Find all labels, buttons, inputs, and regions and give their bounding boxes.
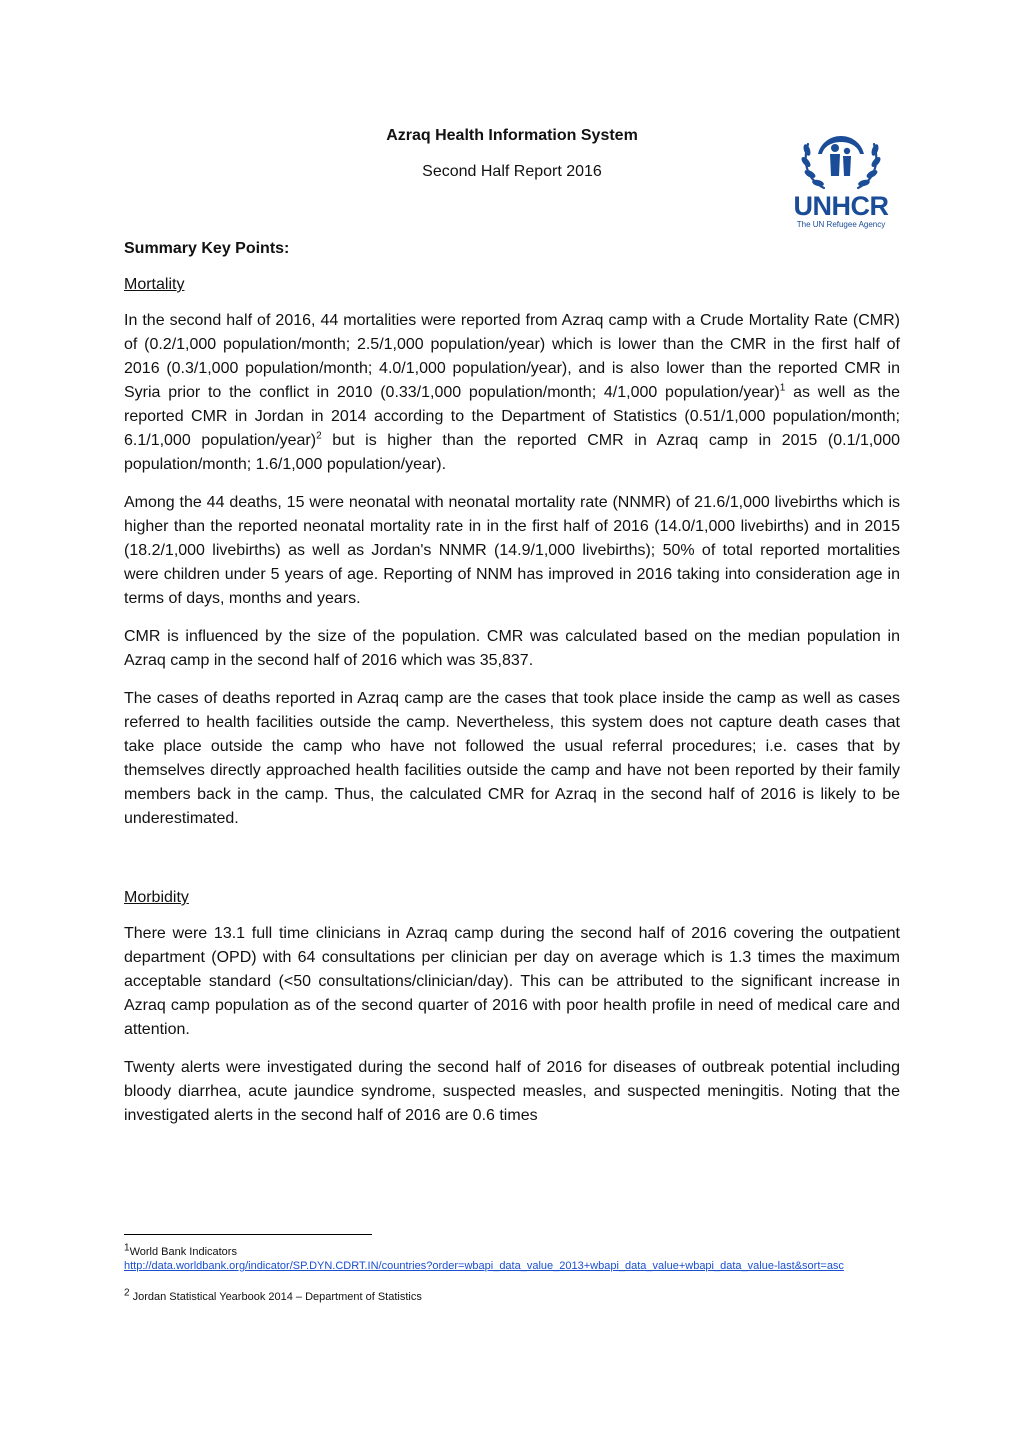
summary-heading: Summary Key Points: — [124, 240, 290, 257]
mortality-paragraph-2: Among the 44 deaths, 15 were neonatal with neonatal mortality rate (NNMR) of 21.6/1,000 livebirths which is higher than the reported neonatal mortality rate in in the first half of 2016 (14.0/1,000 livebirths) and in 2015 (18.2/1,000 livebirths) as well as Jordan's NNMR (14.9/1,000 livebirths); 50% of total reported mortalities were children under 5 years of age. Reporting of NNM has improved in 2016 taking into consideration age in terms of days, months and years. — [124, 494, 900, 607]
morbidity-heading: Morbidity — [124, 889, 189, 906]
mortality-p1-part-b: as well as the reported CMR in Jordan in 2014 according to the Department of Statistics (0.51/1,000 population/month; 6.1/1,000 population/year) — [124, 384, 901, 449]
unhcr-tagline: The UN Refugee Agency — [796, 220, 886, 229]
mortality-paragraph-1 — [124, 309, 900, 477]
unhcr-wordmark: UNHCR — [793, 191, 889, 221]
mortality-p1-part-c: but is higher than the reported CMR in Azraq camp in 2015 (0.1/1,000 population/month; 1.6/1,000 population/year). — [124, 432, 900, 473]
mortality-paragraph-3: CMR is influenced by the size of the population. CMR was calculated based on the median population in Azraq camp in the second half of 2016 which was 35,837. — [124, 628, 900, 669]
morbidity-paragraph-2: Twenty alerts were investigated during the second half of 2016 for diseases of outbreak potential including bloody diarrhea, acute jaundice syndrome, suspected measles, and suspected meningitis. Noting that the investigated alerts in the second half of 2016 are 0.6 times — [124, 1059, 900, 1124]
mortality-heading: Mortality — [124, 276, 185, 293]
document-subtitle: Second Half Report 2016 — [422, 163, 602, 180]
footnote-divider — [124, 1234, 372, 1235]
unhcr-emblem-icon — [796, 124, 886, 192]
footnote-2-number: 2 — [124, 1287, 130, 1299]
footnotes — [124, 1242, 900, 1304]
footnote-1-label: World Bank Indicators — [129, 1246, 237, 1258]
footnote-ref-1[interactable]: 1 — [779, 382, 786, 394]
document-title: Azraq Health Information System — [386, 127, 638, 144]
morbidity-paragraph-1: There were 13.1 full time clinicians in Azraq camp during the second half of 2016 covering the outpatient department (OPD) with 64 consultations per clinician per day on average which is 1.3 times the maximum acceptable standard (<50 consultations/clinician/day). This can be attributed to the significant increase in Azraq camp population as of the second quarter of 2016 with poor health profile in need of medical care and attention. — [124, 925, 900, 1038]
mortality-p1-part-a: In the second half of 2016, 44 mortalities were reported from Azraq camp with a Crude Mortality Rate (CMR) of (0.2/1,000 population/month; 2.5/1,000 population/year) which is lower than the CMR in the first half of 2016 (0.3/1,000 population/month; 4.0/1,000 population/year), and is also lower than the reported CMR in Syria prior to the conflict in 2010 (0.33/1,000 population/month; 4/1,000 population/year) — [124, 312, 900, 401]
footnote-2 — [124, 1287, 900, 1304]
mortality-paragraph-4: The cases of deaths reported in Azraq camp are the cases that took place inside the camp as well as cases referred to health facilities outside the camp. Nevertheless, this system does not capture death cases that take place outside the camp who have not followed the usual referral procedures; i.e. cases that by themselves directly approached health facilities outside the camp and have not been reported by their family members back in the camp. Thus, the calculated CMR for Azraq in the second half of 2016 is likely to be underestimated. — [124, 690, 900, 827]
unhcr-logo — [786, 124, 896, 230]
footnote-1 — [124, 1242, 900, 1259]
footnote-ref-2[interactable]: 2 — [316, 430, 322, 442]
report-body — [124, 238, 900, 1142]
footnote-1-number: 1 — [124, 1242, 130, 1254]
footnote-2-text: Jordan Statistical Yearbook 2014 – Department of Statistics — [129, 1291, 422, 1303]
footnote-1-link[interactable]: http://data.worldbank.org/indicator/SP.DYN.CDRT.IN/countries?order=wbapi_data_value_2013+wbapi_data_value+wbapi_data_value-last&sort=asc — [124, 1260, 844, 1272]
section-spacer — [124, 845, 900, 887]
